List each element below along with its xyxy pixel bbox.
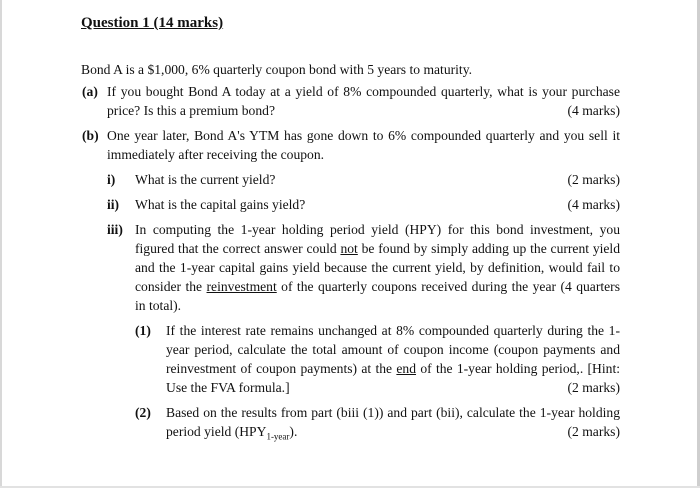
sub-ii-label: ii) [107, 197, 120, 212]
sub-ii-text: What is the capital gains yield? [135, 197, 306, 212]
underlined-end: end [396, 361, 417, 376]
item-2-line-1: Based on the results from part (biii (1)) and part (bii), calculate the 1-year holding [166, 405, 620, 420]
item-2-marks: (2 marks) [567, 424, 620, 439]
page-left-edge [0, 0, 2, 488]
item-2-line-2: period yield $(HPY_{1-year})$. [166, 424, 298, 442]
sub-iii-line-1: In computing the 1-year holding period yield (HPY) for this bond investment, you [135, 222, 620, 237]
part-a-line-1: If you bought Bond A today at a yield of 8% compounded quarterly, what is your purchase [107, 84, 620, 99]
sub-iii-line-2: figured that the correct answer could not be found by simply adding up the current yield [135, 241, 620, 256]
part-b-line-2: immediately after receiving the coupon. [107, 147, 325, 162]
question-title: Question 1 (14 marks) [81, 15, 224, 31]
question-intro: Bond A is a $1,000, 6% quarterly coupon bond with 5 years to maturity. [81, 62, 473, 77]
item-1-line-1: If the interest rate remains unchanged at 8% compounded quarterly during the 1- [166, 323, 620, 338]
sub-iii-label: iii) [107, 222, 123, 237]
item-1-marks: (2 marks) [567, 380, 620, 395]
underlined-reinvestment: reinvestment [206, 279, 277, 294]
part-a-label: (a) [82, 84, 98, 99]
sub-i-marks: (2 marks) [567, 172, 620, 187]
hpy-subscript: 1-year [266, 431, 290, 442]
part-a-line-2: price? Is this a premium bond? [107, 103, 275, 118]
item-1-line-2: year period, calculate the total amount of coupon income (coupon payments and [166, 342, 620, 357]
underlined-not: not [340, 241, 358, 256]
part-b-label: (b) [82, 128, 99, 143]
item-2-label: (2) [135, 405, 151, 420]
part-b-line-1: One year later, Bond A's YTM has gone down to 6% compounded quarterly and you sell it [107, 128, 620, 143]
part-a-marks: (4 marks) [567, 103, 620, 118]
item-1-label: (1) [135, 323, 151, 338]
sub-i-text: What is the current yield? [135, 172, 276, 187]
sub-ii-marks: (4 marks) [567, 197, 620, 212]
item-1-line-4: Use the FVA formula.] [166, 380, 290, 395]
sub-iii-line-3: and the 1-year capital gains yield because the current yield, by definition, would fail to [135, 260, 620, 275]
sub-iii-line-5: in total). [135, 298, 182, 313]
sub-iii-line-4: consider the reinvestment of the quarterly coupons received during the year (4 quarters [135, 279, 620, 294]
item-1-line-3: reinvestment of coupon payments) at the end of the 1-year holding period,. [Hint: [166, 361, 620, 376]
sub-i-label: i) [107, 172, 116, 187]
